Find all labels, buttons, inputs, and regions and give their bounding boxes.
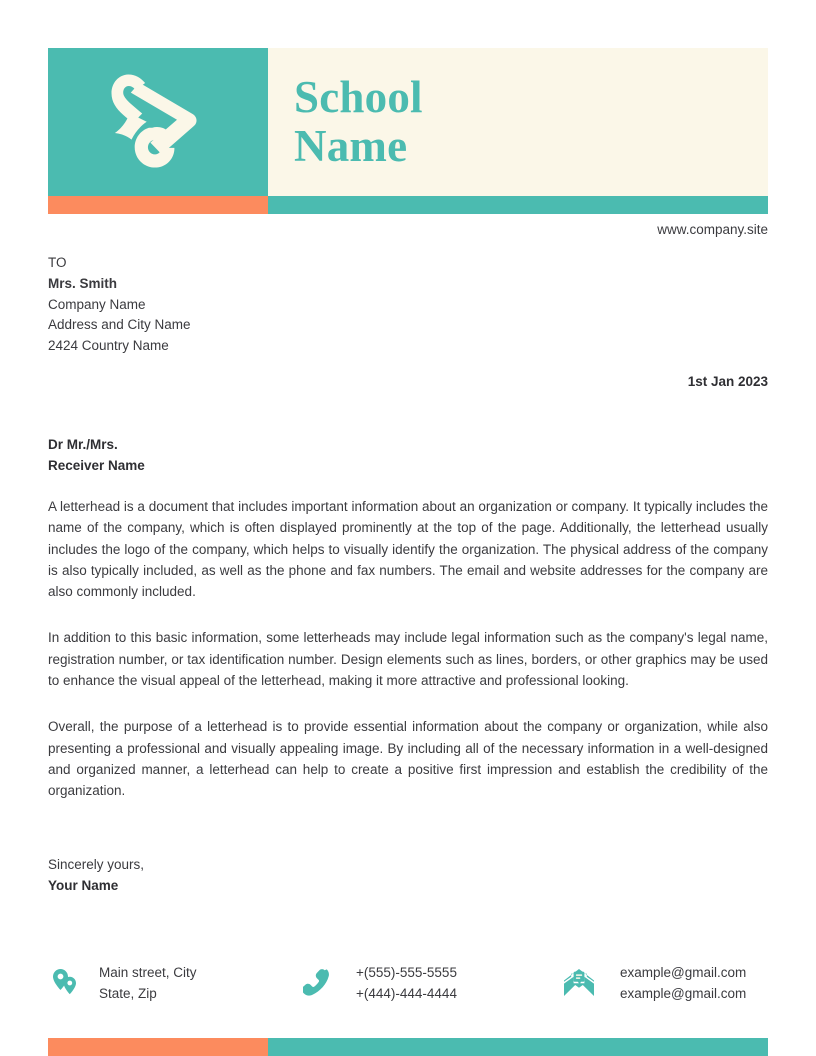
- signoff-block: [48, 854, 448, 896]
- salutation: [48, 434, 768, 476]
- contact-location-line2: State, Zip: [99, 986, 157, 1001]
- footer-accent-bar: [48, 1038, 768, 1056]
- salutation-line1: Dr Mr./Mrs.: [48, 437, 118, 452]
- footer-accent-teal-segment: [268, 1038, 768, 1056]
- accent-orange-segment: [48, 196, 268, 214]
- letter-date: 1st Jan 2023: [687, 374, 768, 389]
- footer-contacts: [48, 962, 768, 1004]
- recipient-company: Company Name: [48, 296, 146, 312]
- diploma-scroll-icon: [98, 70, 218, 174]
- body-paragraph-2: In addition to this basic information, some letterheads may include legal information such as the company's legal name, registration number, or tax identification number. Design elements such as lines, borders, or other graphics may be used to enhance the visual appeal of the letterhead, making it more attractive and professional looking.: [48, 630, 768, 689]
- logo-panel: [48, 48, 268, 196]
- footer-accent-orange-segment: [48, 1038, 268, 1056]
- school-title-line2: Name: [294, 121, 408, 171]
- envelope-icon: [562, 969, 596, 997]
- contact-email: [562, 962, 768, 1004]
- contact-phone-line1: +(555)-555-5555: [356, 965, 457, 980]
- phone-icon: [300, 968, 334, 998]
- accent-teal-segment: [268, 196, 768, 214]
- header-accent-bar: [48, 196, 768, 214]
- school-name-panel: [268, 48, 768, 196]
- contact-email-text: [620, 962, 746, 1004]
- contact-phone-line2: +(444)-444-4444: [356, 986, 457, 1001]
- website-url: www.company.site: [657, 222, 768, 237]
- contact-email-line1: example@gmail.com: [620, 965, 747, 980]
- salutation-line2: Receiver Name: [48, 458, 145, 473]
- signoff-closing: Sincerely yours,: [48, 857, 145, 872]
- body-paragraph-3: Overall, the purpose of a letterhead is to provide essential information about the company or organization, while also presenting a professional and visually appealing image. By including all of the necessary information in a well-designed and organized manner, a letterhead can help to create a positive first impression and establish the credibility of the organization.: [48, 719, 768, 799]
- contact-email-line2: example@gmail.com: [620, 986, 747, 1001]
- body-paragraph-1: A letterhead is a document that includes important information about an organization or company. It typically includes the name of the company, which is often displayed prominently at the top of the page. Additionally, the letterhead usually includes the logo of the company, which helps to visually identify the organization. The physical address of the company is also typically included, as well as the phone and fax numbers. The email and website addresses for the company are also commonly included.: [48, 499, 768, 600]
- contact-location-line1: Main street, City: [99, 965, 197, 980]
- school-title-line1: School: [294, 72, 423, 122]
- signoff-name: Your Name: [48, 878, 119, 893]
- contact-phone: [300, 962, 562, 1004]
- map-pin-icon: [48, 969, 82, 997]
- contact-location: [48, 962, 300, 1004]
- recipient-address-block: [48, 253, 468, 357]
- recipient-country: 2424 Country Name: [48, 338, 169, 354]
- contact-phone-text: [356, 962, 457, 1004]
- letter-body: [48, 496, 768, 802]
- recipient-name: Mrs. Smith: [48, 275, 118, 291]
- letterhead-header: [48, 48, 768, 196]
- contact-location-text: [99, 962, 197, 1004]
- to-label: TO: [48, 255, 67, 270]
- recipient-address: Address and City Name: [48, 317, 191, 333]
